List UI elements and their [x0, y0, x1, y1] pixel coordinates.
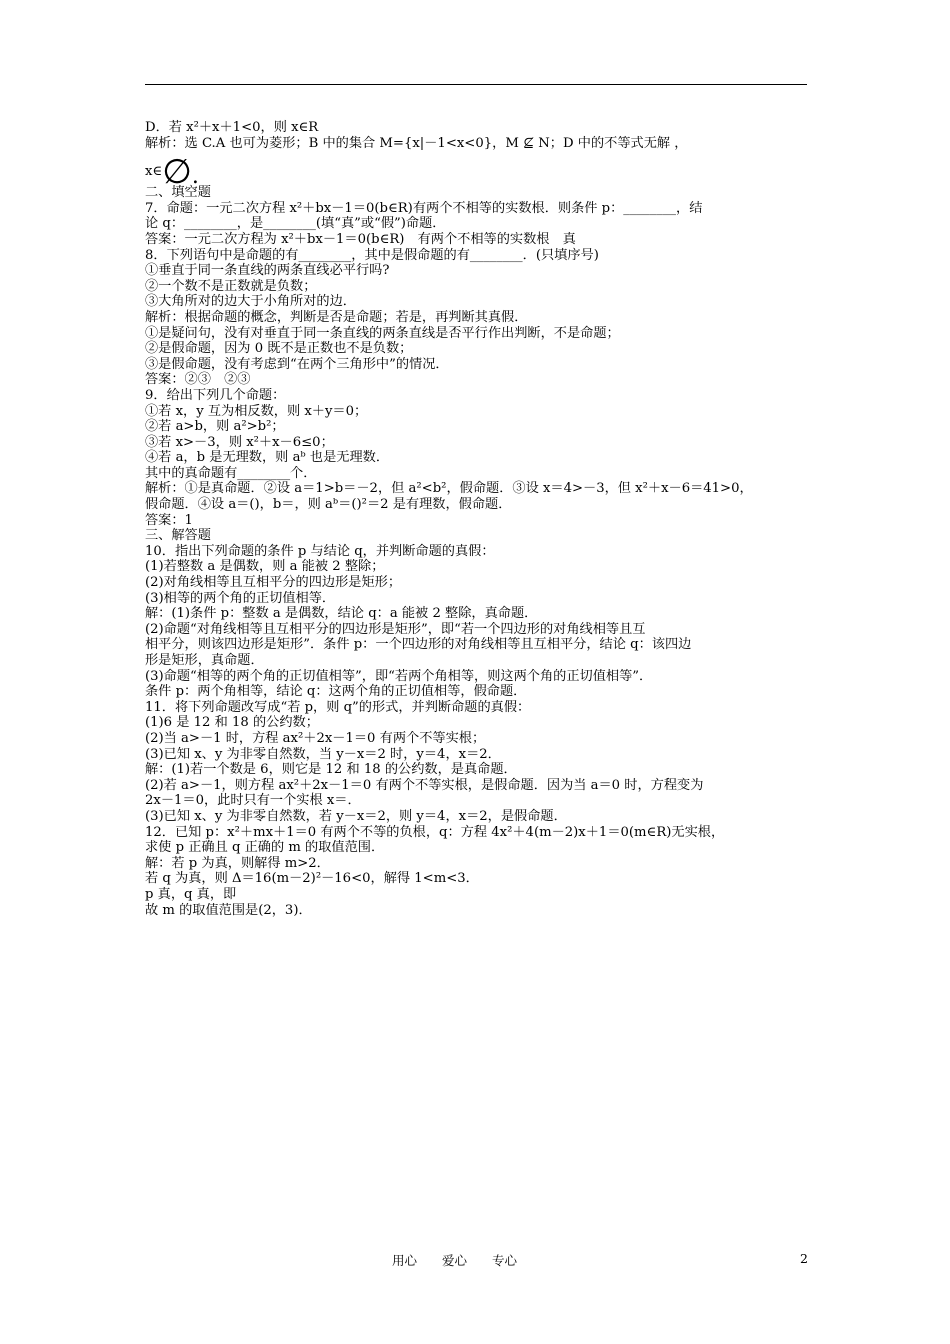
- text-line: (3)命题“相等的两个角的正切值相等”，即“若两个角相等，则这两个角的正切值相等”．: [145, 668, 653, 684]
- text-line: (3)已知 x、y 为非零自然数，若 y－x＝2，则 y＝4，x＝2，是假命题．: [145, 808, 567, 824]
- empty-set-prefix: x∈: [145, 164, 163, 180]
- text-line: 形是矩形，真命题．: [145, 653, 264, 668]
- text-line: ①若 x，y 互为相反数，则 x＋y＝0；: [145, 403, 368, 419]
- text-line: 论 q：________，是________(填“真”或“假”)命题．: [145, 216, 446, 232]
- text-line: D．若 x²＋x＋1<0，则 x∈R: [145, 120, 319, 135]
- text-line: 答案：②③ ②③: [145, 372, 251, 388]
- text-line: 条件 p：两个角相等，结论 q：这两个角的正切值相等，假命题．: [145, 684, 527, 700]
- empty-set-symbol: ∅: [162, 152, 192, 193]
- text-line: 解：若 p 为真，则解得 m>2．: [145, 855, 330, 871]
- text-line: 其中的真命题有________个．: [145, 465, 317, 481]
- text-line: 7．命题：一元二次方程 x²＋bx－1＝0(b∈R)有两个不相等的实数根．则条件 p：________，结: [145, 200, 703, 216]
- text-line: ①垂直于同一条直线的两条直线必平行吗?: [145, 263, 390, 279]
- text-line: (1)若整数 a 是偶数，则 a 能被 2 整除；: [145, 559, 385, 575]
- text-line: ②一个数不是正数就是负数；: [145, 278, 317, 294]
- text-line: (1)6 是 12 和 18 的公约数；: [145, 715, 319, 731]
- text-line: 若 q 为真，则 Δ＝16(m－2)²－16<0，解得 1<m<3．: [145, 871, 479, 887]
- text-line: 相平分，则该四边形是矩形”．条件 p：一个四边形的对角线相等且互相平分，结论 q：该四边: [145, 637, 692, 653]
- empty-set-suffix: .: [191, 164, 199, 190]
- text-line: 9．给出下列几个命题：: [145, 387, 286, 403]
- text-line: 求使 p 正确且 q 正确的 m 的取值范围．: [145, 840, 385, 856]
- text-line: 答案：1: [145, 512, 193, 528]
- text-line: p 真，q 真，即: [145, 886, 237, 902]
- text-line: (2)对角线相等且互相平分的四边形是矩形；: [145, 575, 402, 591]
- text-line: 解：(1)若一个数是 6，则它是 12 和 18 的公约数，是真命题．: [145, 762, 517, 778]
- section-heading: 三、解答题: [145, 528, 211, 544]
- text-line: 解析：①是真命题．②设 a＝1>b＝－2，但 a²<b²，假命题．③设 x＝4>－3，但 x²＋x－6＝41>0，: [145, 481, 753, 497]
- text-line: 8．下列语句中是命题的有________，其中是假命题的有________．(只填序号): [145, 247, 599, 263]
- text-line: (2)命题“对角线相等且互相平分的四边形是矩形”，即“若一个四边形的对角线相等且互: [145, 621, 646, 637]
- text-line: ①是疑问句，没有对垂直于同一条直线的两条直线是否平行作出判断，不是命题；: [145, 325, 620, 341]
- text-line: 11．将下列命题改写成“若 p，则 q”的形式，并判断命题的真假：: [145, 699, 531, 715]
- text-line: 故 m 的取值范围是(2，3)．: [145, 902, 312, 918]
- text-line: 12．已知 p：x²＋mx＋1＝0 有两个不等的负根，q：方程 4x²＋4(m－2)x＋1＝0(m∈R)无实根，: [145, 824, 725, 840]
- text-line: ③大角所对的边大于小角所对的边．: [145, 294, 356, 310]
- text-line: 解析：根据命题的概念，判断是否是命题；若是，再判断其真假．: [145, 309, 528, 325]
- text-line: (2)当 a>－1 时，方程 ax²＋2x－1＝0 有两个不等实根；: [145, 730, 486, 746]
- text-line: 2x－1＝0，此时只有一个实根 x＝．: [145, 793, 361, 809]
- text-line: (3)已知 x、y 为非零自然数，当 y－x＝2 时，y＝4，x＝2．: [145, 746, 501, 762]
- text-line: 解析：选 C.A 也可为菱形；B 中的集合 M={x|－1<x<0}，M ⊈ N；D 中的不等式无解 ，: [145, 135, 688, 151]
- text-line: 答案：一元二次方程为 x²＋bx－1＝0(b∈R) 有两个不相等的实数根 真: [145, 231, 576, 247]
- text-line: 解：(1)条件 p：整数 a 是偶数，结论 q：a 能被 2 整除，真命题．: [145, 606, 538, 622]
- text-line: (3)相等的两个角的正切值相等．: [145, 590, 336, 606]
- text-line: 假命题．④设 a＝()，b＝，则 aᵇ＝()²＝2 是有理数，假命题．: [145, 497, 512, 513]
- document-body: [145, 120, 815, 918]
- text-line: 10．指出下列命题的条件 p 与结论 q，并判断命题的真假：: [145, 543, 495, 559]
- text-line: ②若 a>b，则 a²>b²；: [145, 419, 285, 435]
- page-number: 2: [800, 1251, 808, 1266]
- text-line: (2)若 a>－1，则方程 ax²＋2x－1＝0 有两个不等实根，是假命题．因为当 a＝0 时，方程变为: [145, 777, 704, 793]
- text-line: ④若 a，b 是无理数，则 aᵇ 也是无理数．: [145, 450, 390, 466]
- section-heading: 二、填空题: [145, 185, 211, 201]
- header-rule: [145, 84, 807, 85]
- text-line: ③是假命题，没有考虑到“在两个三角形中”的情况．: [145, 356, 449, 372]
- text-line: ③若 x>－3，则 x²＋x－6≤0；: [145, 434, 334, 450]
- text-line: ②是假命题，因为 0 既不是正数也不是负数；: [145, 341, 413, 357]
- footer-slogan: 用心 爱心 专心: [392, 1253, 518, 1268]
